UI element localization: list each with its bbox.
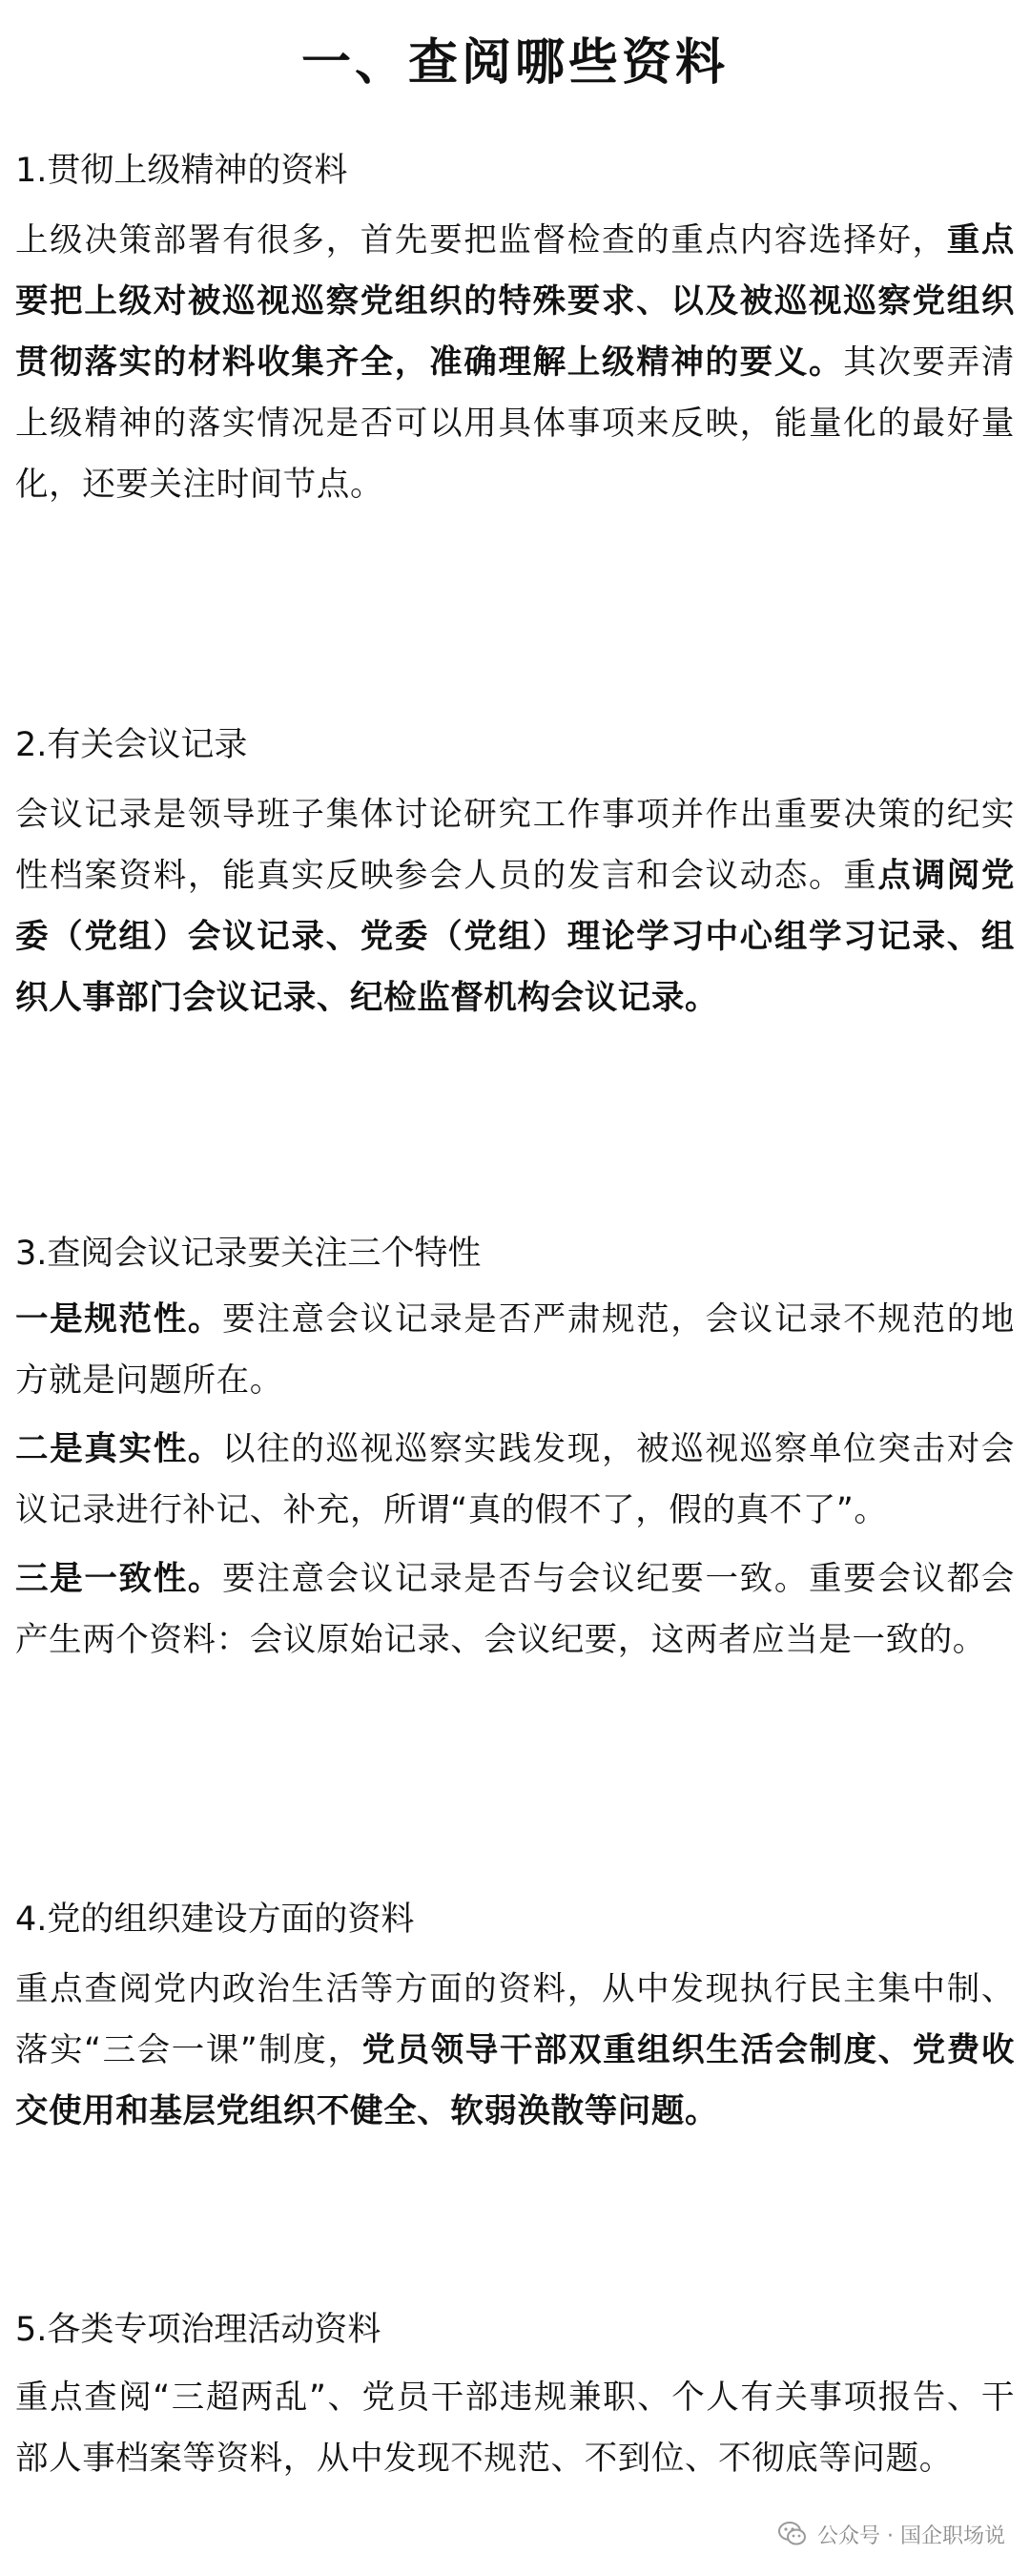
trait-label: 一是规范性。: [15, 1300, 223, 1339]
section-heading: 4.党的组织建设方面的资料: [15, 1901, 415, 1939]
page-title: 一、查阅哪些资料: [300, 34, 729, 92]
paragraph-emphasis: 点调阅党委（党组）会议记录、党委（党组）理论学习中心组学习记录、组织人事部门会议记录、纪检监督机构会议记录。: [15, 857, 1015, 1017]
trait-paragraph: [15, 1548, 1015, 1671]
watermark: [777, 2519, 1005, 2549]
paragraph-emphasis: 重点要把上级对被巡视巡察党组织的特殊要求、以及被巡视巡察党组织贯彻落实的材料收集齐全，准确理解上级精神的要义。: [15, 221, 1015, 382]
trait-paragraph: [15, 1289, 1015, 1411]
section-heading: 2.有关会议记录: [15, 726, 248, 764]
wechat-icon: [777, 2519, 808, 2549]
trait-text: 要注意会议记录是否严肃规范，会议记录不规范的地方就是问题所在。: [15, 1300, 1015, 1400]
watermark-text: 公众号 · 国企职场说: [817, 2524, 1005, 2548]
trait-text: 以往的巡视巡察实践发现，被巡视巡察单位突击对会议记录进行补记、补充，所谓“真的假不了，假的真不了”。: [15, 1430, 1015, 1529]
paragraph-emphasis: 党员领导干部双重组织生活会制度、党费收交使用和基层党组织不健全、软弱涣散等问题。: [15, 2031, 1015, 2130]
section-heading: 3.查阅会议记录要关注三个特性: [15, 1235, 482, 1273]
section-1: [15, 143, 1015, 515]
section-paragraph: [15, 784, 1015, 1028]
trait-label: 二是真实性。: [15, 1430, 223, 1468]
paragraph-text: 其次要弄清上级精神的落实情况是否可以用具体事项来反映，能量化的最好量化，还要关注时间节点。: [15, 343, 1016, 504]
section-heading: 1.贯彻上级精神的资料: [15, 152, 348, 190]
section-heading: 5.各类专项治理活动资料: [15, 2311, 381, 2349]
trait-paragraph: [15, 1419, 1015, 1541]
section-4: [15, 1892, 1015, 2142]
trait-text: 要注意会议记录是否与会议纪要一致。重要会议都会产生两个资料：会议原始记录、会议纪要，这两者应当是一致的。: [15, 1560, 1015, 1659]
paragraph-text: 上级决策部署有很多，首先要把监督检查的重点内容选择好，: [15, 221, 947, 260]
section-3: [15, 1226, 1015, 1671]
section-2: [15, 717, 1015, 1028]
paragraph-text: 会议记录是领导班子集体讨论研究工作事项并作出重要决策的纪实性档案资料，能真实反映参会人员的发言和会议动态。重: [15, 796, 1015, 895]
section-paragraph: [15, 1959, 1015, 2142]
section-paragraph: [15, 210, 1015, 515]
trait-label: 三是一致性。: [15, 1560, 223, 1598]
section-5: [15, 2302, 1015, 2489]
paragraph-text: 重点查阅“三超两乱”、党员干部违规兼职、个人有关事项报告、干部人事档案等资料，从中发现不规范、不到位、不彻底等问题。: [15, 2379, 1015, 2478]
paragraph-text: 重点查阅党内政治生活等方面的资料，从中发现执行民主集中制、落实“三会一课”制度，: [15, 1970, 1015, 2069]
section-paragraph: [15, 2367, 1015, 2489]
